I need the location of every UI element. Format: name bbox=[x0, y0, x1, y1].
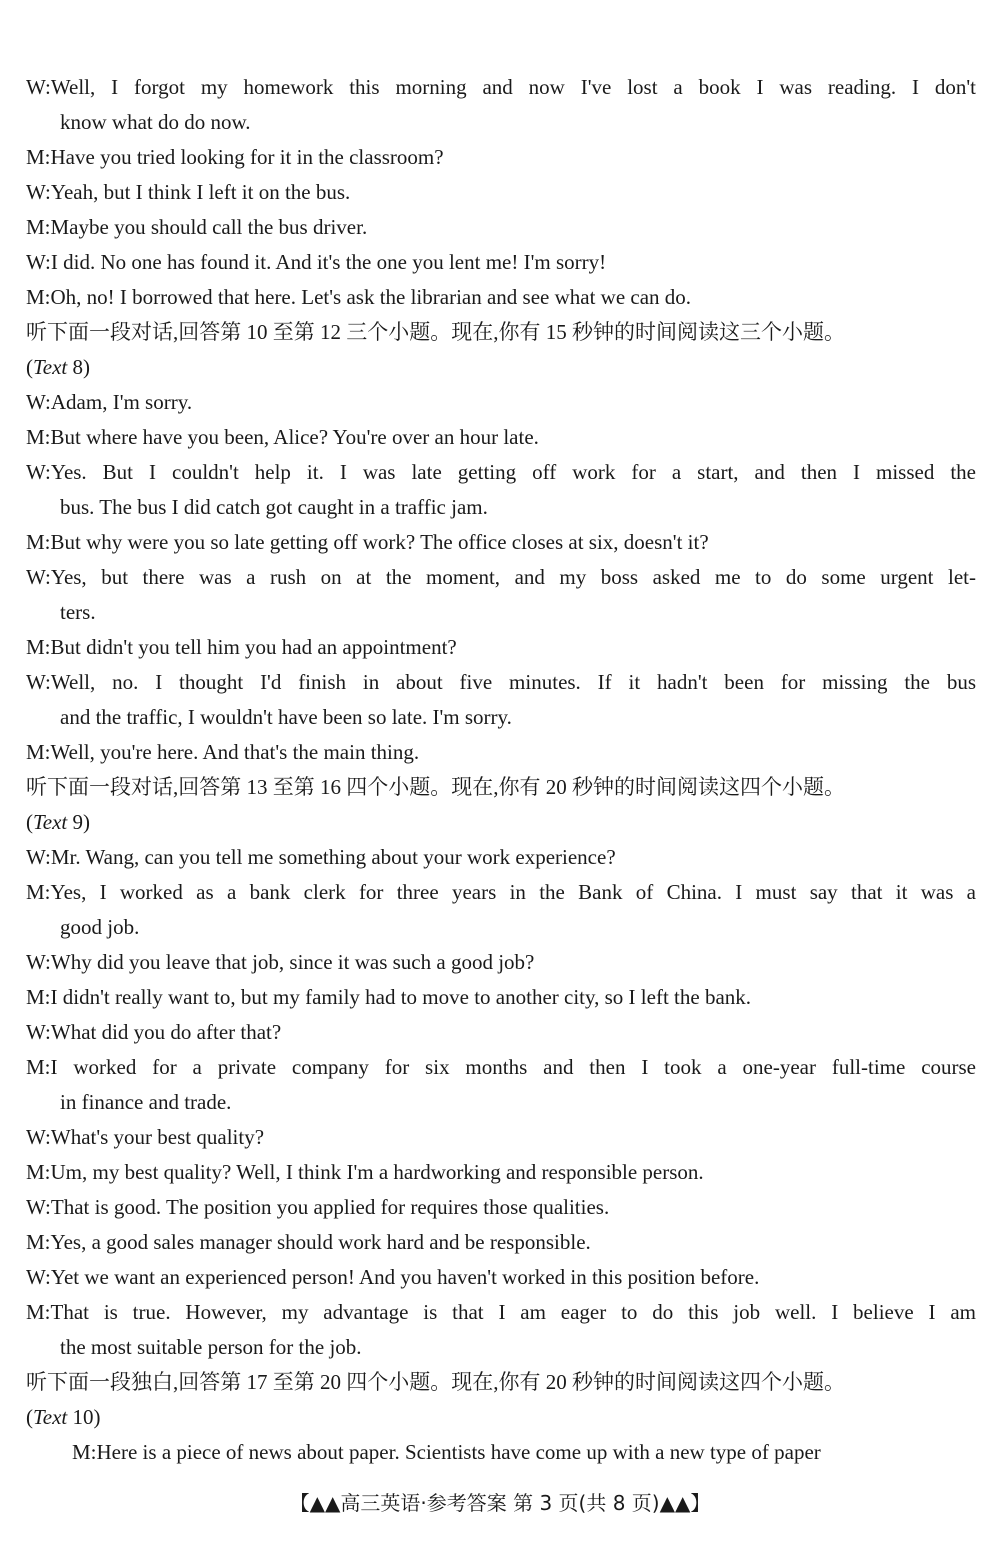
page-footer bbox=[0, 1489, 1000, 1517]
document-line: M:Um, my best quality? Well, I think I'm a hardworking and responsible person. bbox=[26, 1160, 704, 1184]
document-line: in finance and trade. bbox=[60, 1090, 232, 1114]
document-line: 听下面一段对话,回答第 10 至第 12 三个小题。现在,你有 15 秒钟的时间阅读这三个小题。 bbox=[26, 320, 845, 344]
document-line: good job. bbox=[60, 915, 140, 939]
document-line: M:That is true. However, my advantage is that I am eager to do this job well. I believe I am bbox=[26, 1300, 976, 1324]
document-line: W:What did you do after that? bbox=[26, 1020, 282, 1044]
document-line: W:Well, no. I thought I'd finish in about five minutes. If it hadn't been for missing the bus bbox=[26, 670, 976, 694]
document-line: W:Adam, I'm sorry. bbox=[26, 390, 193, 414]
footer-right-mark: ▲▲】 bbox=[659, 1491, 711, 1515]
document-line: ters. bbox=[60, 600, 96, 624]
document-line: bus. The bus I did catch got caught in a traffic jam. bbox=[60, 495, 488, 519]
document-line: W:Yes. But I couldn't help it. I was late getting off work for a start, and then I missed the bbox=[26, 460, 976, 484]
document-line: W:Well, I forgot my homework this morning and now I've lost a book I was reading. I don't bbox=[26, 75, 976, 99]
document-line: W:That is good. The position you applied for requires those qualities. bbox=[26, 1195, 610, 1219]
document-line: M:I didn't really want to, but my family had to move to another city, so I left the bank. bbox=[26, 985, 752, 1009]
document-line: W:Yeah, but I think I left it on the bus. bbox=[26, 180, 351, 204]
text-section-label: (Text 9) bbox=[26, 810, 90, 834]
document-line: M:But why were you so late getting off work? The office closes at six, doesn't it? bbox=[26, 530, 709, 554]
document-line: M:Yes, a good sales manager should work hard and be responsible. bbox=[26, 1230, 591, 1254]
document-body bbox=[26, 70, 976, 1470]
document-line: know what do do now. bbox=[60, 110, 251, 134]
document-line: 听下面一段独白,回答第 17 至第 20 四个小题。现在,你有 20 秒钟的时间阅读这四个小题。 bbox=[26, 1370, 845, 1394]
document-line: M:But where have you been, Alice? You're over an hour late. bbox=[26, 425, 539, 449]
document-line: M:But didn't you tell him you had an appointment? bbox=[26, 635, 457, 659]
document-line: W:Yet we want an experienced person! And you haven't worked in this position before. bbox=[26, 1265, 760, 1289]
document-line: M:Here is a piece of news about paper. Scientists have come up with a new type of paper bbox=[72, 1440, 821, 1464]
document-line: M:I worked for a private company for six months and then I took a one-year full-time course bbox=[26, 1055, 976, 1079]
document-line: and the traffic, I wouldn't have been so late. I'm sorry. bbox=[60, 705, 512, 729]
document-line: W:I did. No one has found it. And it's the one you lent me! I'm sorry! bbox=[26, 250, 607, 274]
footer-left-mark: 【▲▲ bbox=[289, 1491, 341, 1515]
document-line: M:Maybe you should call the bus driver. bbox=[26, 215, 368, 239]
document-line: W:Yes, but there was a rush on at the moment, and my boss asked me to do some urgent let- bbox=[26, 565, 976, 589]
document-line: W:Why did you leave that job, since it was such a good job? bbox=[26, 950, 535, 974]
document-line: W:What's your best quality? bbox=[26, 1125, 265, 1149]
document-line: M:Oh, no! I borrowed that here. Let's ask the librarian and see what we can do. bbox=[26, 285, 692, 309]
document-line: W:Mr. Wang, can you tell me something about your work experience? bbox=[26, 845, 616, 869]
document-line: M:Well, you're here. And that's the main thing. bbox=[26, 740, 420, 764]
document-line: M:Have you tried looking for it in the classroom? bbox=[26, 145, 444, 169]
document-line: 听下面一段对话,回答第 13 至第 16 四个小题。现在,你有 20 秒钟的时间阅读这四个小题。 bbox=[26, 775, 845, 799]
document-line: M:Yes, I worked as a bank clerk for three years in the Bank of China. I must say that it was a bbox=[26, 880, 976, 904]
document-line: the most suitable person for the job. bbox=[60, 1335, 362, 1359]
text-section-label: (Text 10) bbox=[26, 1405, 101, 1429]
text-section-label: (Text 8) bbox=[26, 355, 90, 379]
footer-text: 高三英语·参考答案 第 3 页(共 8 页) bbox=[340, 1491, 660, 1515]
